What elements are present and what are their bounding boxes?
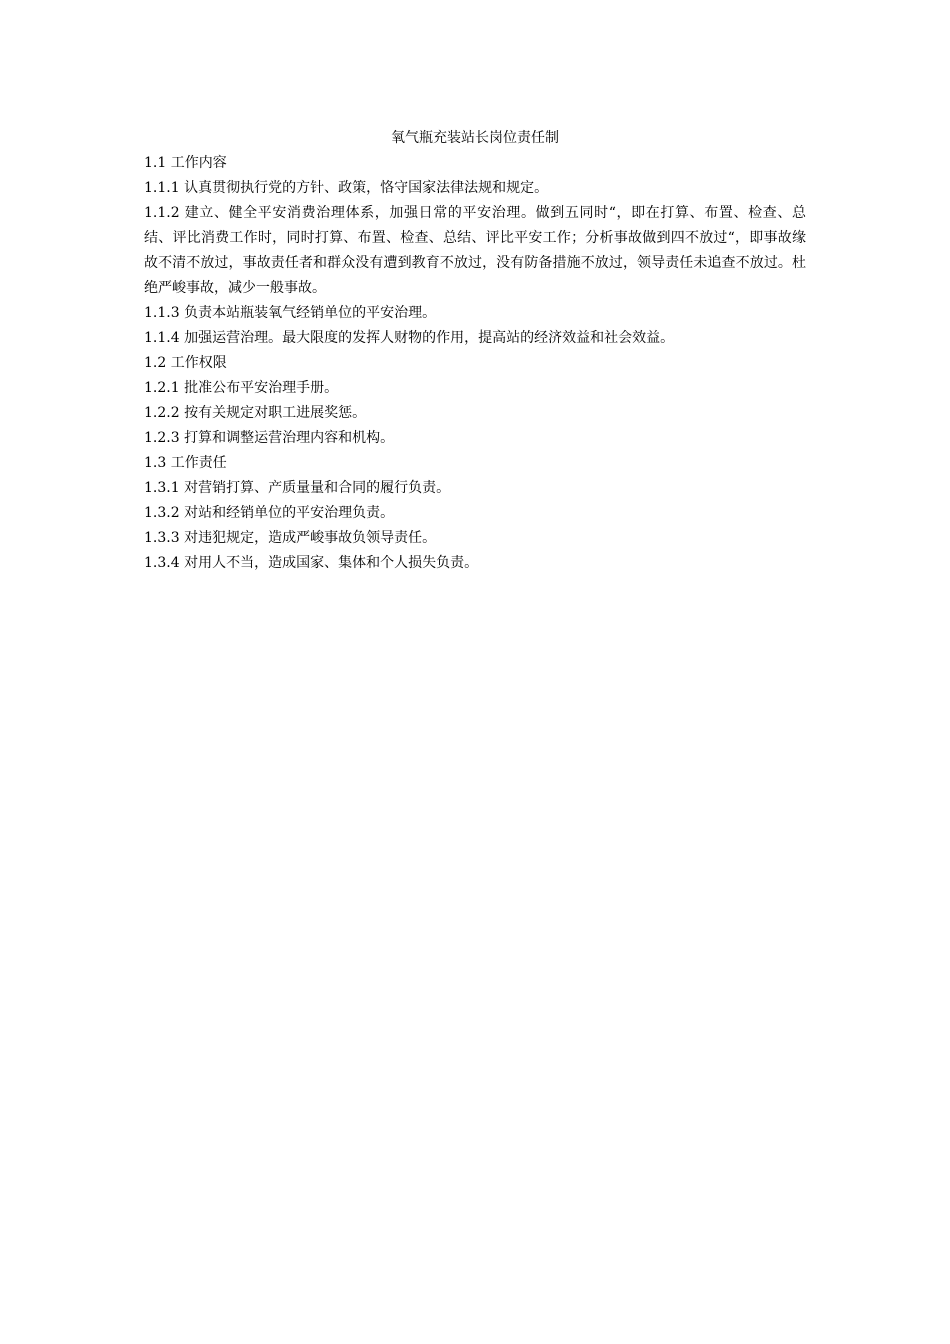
clause-1-2-1: 1.2.1 批准公布平安治理手册。 bbox=[144, 380, 339, 396]
clause-1-2-3: 1.2.3 打算和调整运营治理内容和机构。 bbox=[144, 430, 395, 446]
clause-1-3-2: 1.3.2 对站和经销单位的平安治理负责。 bbox=[144, 505, 395, 521]
section-heading-1-1: 1.1 工作内容 bbox=[144, 155, 227, 171]
clause-1-2-2: 1.2.2 按有关规定对职工进展奖惩。 bbox=[144, 405, 367, 421]
clause-1-3-1: 1.3.1 对营销打算、产质量量和合同的履行负责。 bbox=[144, 480, 451, 496]
section-heading-1-3: 1.3 工作责任 bbox=[144, 455, 227, 471]
clause-1-1-2: 1.1.2 建立、健全平安消费治理体系，加强日常的平安治理。做到五同时“，即在打算、布置、检查、总结、评比消费工作时，同时打算、布置、检查、总结、评比平安工作；分析事故做到四不放过“，即事故缘故不清不放过，事故责任者和群众没有遭到教育不放过，没有防备措施不放过，领导责任未追查不放过。杜绝严峻事故，减少一般事故。 bbox=[144, 205, 806, 296]
clause-1-1-1: 1.1.1 认真贯彻执行党的方针、政策，恪守国家法律法规和规定。 bbox=[144, 180, 549, 196]
document-body bbox=[144, 126, 806, 576]
clause-1-3-4: 1.3.4 对用人不当，造成国家、集体和个人损失负责。 bbox=[144, 555, 479, 571]
clause-1-1-4: 1.1.4 加强运营治理。最大限度的发挥人财物的作用，提高站的经济效益和社会效益。 bbox=[144, 330, 675, 346]
section-heading-1-2: 1.2 工作权限 bbox=[144, 355, 227, 371]
document-title: 氧气瓶充装站长岗位责任制 bbox=[391, 130, 559, 146]
clause-1-1-3: 1.1.3 负责本站瓶装氧气经销单位的平安治理。 bbox=[144, 305, 437, 321]
clause-1-3-3: 1.3.3 对违犯规定，造成严峻事故负领导责任。 bbox=[144, 530, 437, 546]
